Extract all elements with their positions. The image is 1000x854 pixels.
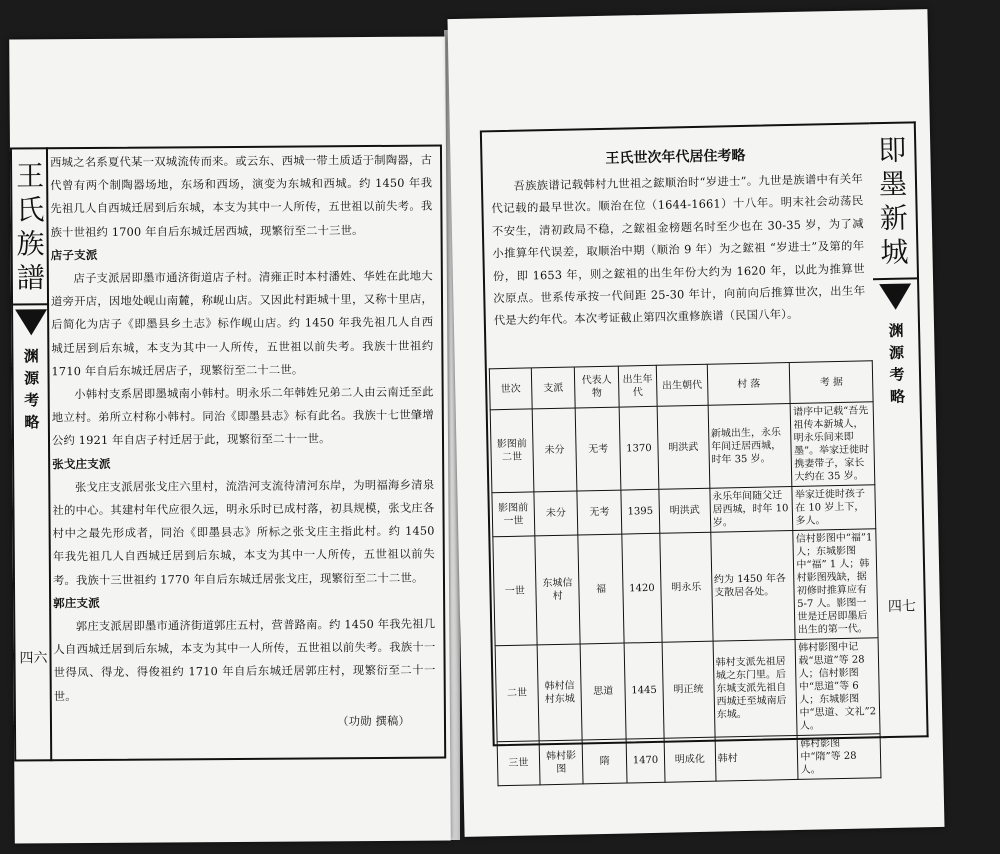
table-cell: 福 <box>578 534 624 644</box>
table-cell: 1445 <box>624 642 664 739</box>
table-cell: 永乐年间随父迁居西城，时年 10 岁。 <box>710 486 794 532</box>
table-header: 出生年代 <box>618 365 657 407</box>
left-triangle-marker <box>15 309 47 335</box>
table-cell: 韩村信村东城 <box>537 644 583 741</box>
table-header: 村 落 <box>707 363 791 406</box>
table-header: 支派 <box>531 367 575 409</box>
table-header: 考 据 <box>790 361 873 404</box>
right-side-title: 即墨新城 <box>870 123 917 280</box>
table-cell: 韩村 <box>715 735 799 781</box>
table-header: 出生朝代 <box>656 364 708 406</box>
table-cell: 未分 <box>532 408 577 492</box>
table-cell: 一世 <box>493 536 537 646</box>
table-row <box>497 734 881 786</box>
table-cell: 无考 <box>576 407 621 491</box>
generation-table <box>489 360 882 786</box>
table-cell: 约为 1450 年各支散居各处。 <box>710 530 795 641</box>
left-page-number: 四六 <box>19 650 48 667</box>
left-heading: 店子支派 <box>50 247 98 263</box>
right-page-number: 四七 <box>887 598 917 616</box>
table-cell: 1420 <box>622 533 662 643</box>
left-section-label: 渊源考略 <box>23 347 40 432</box>
table-cell: 隋 <box>582 739 626 784</box>
left-heading: 张戈庄支派 <box>52 456 111 471</box>
table-cell: 二世 <box>495 645 539 742</box>
table-cell: 明洪武 <box>657 405 709 489</box>
table-row <box>490 402 875 493</box>
article-title: 王氏世次年代居住考略 <box>605 147 746 167</box>
left-side-title: 王氏族譜 <box>12 149 49 305</box>
table-cell: 信村影图中“福”1 人；东城影图中“福” 1 人；韩村影图残缺，据初修时推算应有 5-7 人。影图一世是迁居即墨后出生的第一代。 <box>793 529 878 640</box>
table-cell: 韩村影图中“隋”等 28 人。 <box>797 734 880 780</box>
table-cell: 韩村影图 <box>539 740 583 785</box>
table-cell: 无考 <box>577 490 621 535</box>
table-header: 代表人物 <box>575 366 619 408</box>
table-cell: 1395 <box>621 489 660 534</box>
left-page <box>9 36 451 843</box>
left-paragraph: 张戈庄支派居张戈庄六里村，流浩河支流待清河东岸，为明福海乡清泉社的中心。其建村年代应很久远，明永乐时已成村落，初具规模，张戈庄各村中之最先形成者，同治《即墨县志》所标之张戈庄主指此村。约 1450 年我先祖几人自西城迁居到后东城，本支为其中一人所传，五世祖以前失考。我族十三世祖约 1770 年自后东城迁居张戈庄，现繁衍至二十二世。 <box>52 478 435 587</box>
table-cell: 三世 <box>497 741 540 786</box>
left-paragraph: 西城之名系夏代某一双城流传而来。或云东、西城一带土质适于制陶器，古代曾有两个制陶器场地，东场和西场，演变为东城和西城。约 1450 年我先祖几人自西城迁居到后东城，本支为其中一人所传，五世祖以前失考。我族十世祖约 1700 年自后东城迁居西城，现繁衍至二十三世。 <box>50 153 433 239</box>
table-cell: 谱序中记载“吾先祖传本新城人，明永乐间来即墨”。举家迁徙时携妻带子，家长大约在 35 岁。 <box>791 402 875 487</box>
left-paragraph: 店子支派居即墨市通济街道店子村。清雍正时本村潘姓、华姓在此地大道旁开店，因地处岘山南麓，称岘山店。又因此村距城十里，又称十里店，后简化为店子《即墨县乡土志》标作岘山店。约 1450 年我先祖几人自西城迁居到后东城，本支为其中一人所传，五世祖以前失考。我族十世祖约 1710 年自后东城迁居店子，现繁衍至二十二世。 <box>50 269 434 379</box>
table-cell: 1470 <box>626 738 665 783</box>
right-paragraph: 吾族族谱记载韩村九世祖之鋐顺治时“岁进士”。九世是族谱中有关年代记载的最早世次。顺治在位（1644-1661）十八年。明末社会动荡民不安生，清初政局不稳，之鋐祖金榜题名时至少也在 30-35 岁，为了减小推算年代误差，取顺治中期（顺治 9 年）为之鋐祖 “岁进士”及第的年份，即 1653 年，则之鋐祖的出生年份大约为 1620 年，以此为推算世次原点。世系传承按一代间距 25-30 年计，向前向后推算世次，出生年代是大约年代。本次考证截止第四次重修族谱（民国八年）。 <box>491 172 866 328</box>
table-cell: 明成化 <box>664 737 716 782</box>
right-section-label: 渊源考略 <box>888 321 906 406</box>
table-cell: 举家迁徙时孩子在 10 岁上下，多人。 <box>792 485 875 531</box>
table-cell: 韩村支派先祖居城之东门里。后东城支派先祖自西城迁至城南后东城。 <box>713 639 798 737</box>
table-header: 世次 <box>489 368 532 410</box>
table-cell: 明洪武 <box>659 488 711 533</box>
table-cell: 影图前二世 <box>490 409 534 493</box>
left-paragraph: 小韩村支系居即墨城南小韩村。明永乐二年韩姓兄弟二人由云南迁至此地立村。弟所立村称小韩村。同治《即墨县志》标有此名。我族十七世肇增公约 1921 年自店子村迁居于此，现繁衍至二十一世。 <box>51 385 434 448</box>
table-cell: 韩村影图中记载“思道”等 28 人；信村影图中“思道”等 6 人；东城影图中“思道、文礼”2 人。 <box>795 638 880 736</box>
table-cell: 明正统 <box>662 641 715 738</box>
table-cell: 新城出生，永乐年间迁居西城，时年 35 岁。 <box>708 404 792 489</box>
author-credit: （功勋 撰稿） <box>337 714 411 729</box>
left-heading: 郭庄支派 <box>53 595 100 611</box>
right-page <box>447 9 944 837</box>
table-cell: 思道 <box>580 643 626 740</box>
table-cell: 1370 <box>619 406 659 490</box>
left-body-text <box>50 149 436 736</box>
table-cell: 明永乐 <box>660 532 713 642</box>
right-body-text <box>491 168 866 333</box>
table-row <box>495 638 880 742</box>
table-cell: 未分 <box>534 491 578 536</box>
left-paragraph: 郭庄支派居即墨市通济街道郭庄五村，营普路南。约 1450 年我先祖几人自西城迁居到后东城，本支为其中一人所传，五世祖以前失考。我族十一世得凤、得龙、得俊祖约 1710 年自后东城迁居郭庄村，现繁衍至二十一世。 <box>53 617 436 703</box>
table-cell: 影图前一世 <box>492 492 535 537</box>
right-triangle-marker <box>879 283 912 310</box>
table-row <box>493 529 878 646</box>
table-cell: 东城信村 <box>535 535 581 645</box>
